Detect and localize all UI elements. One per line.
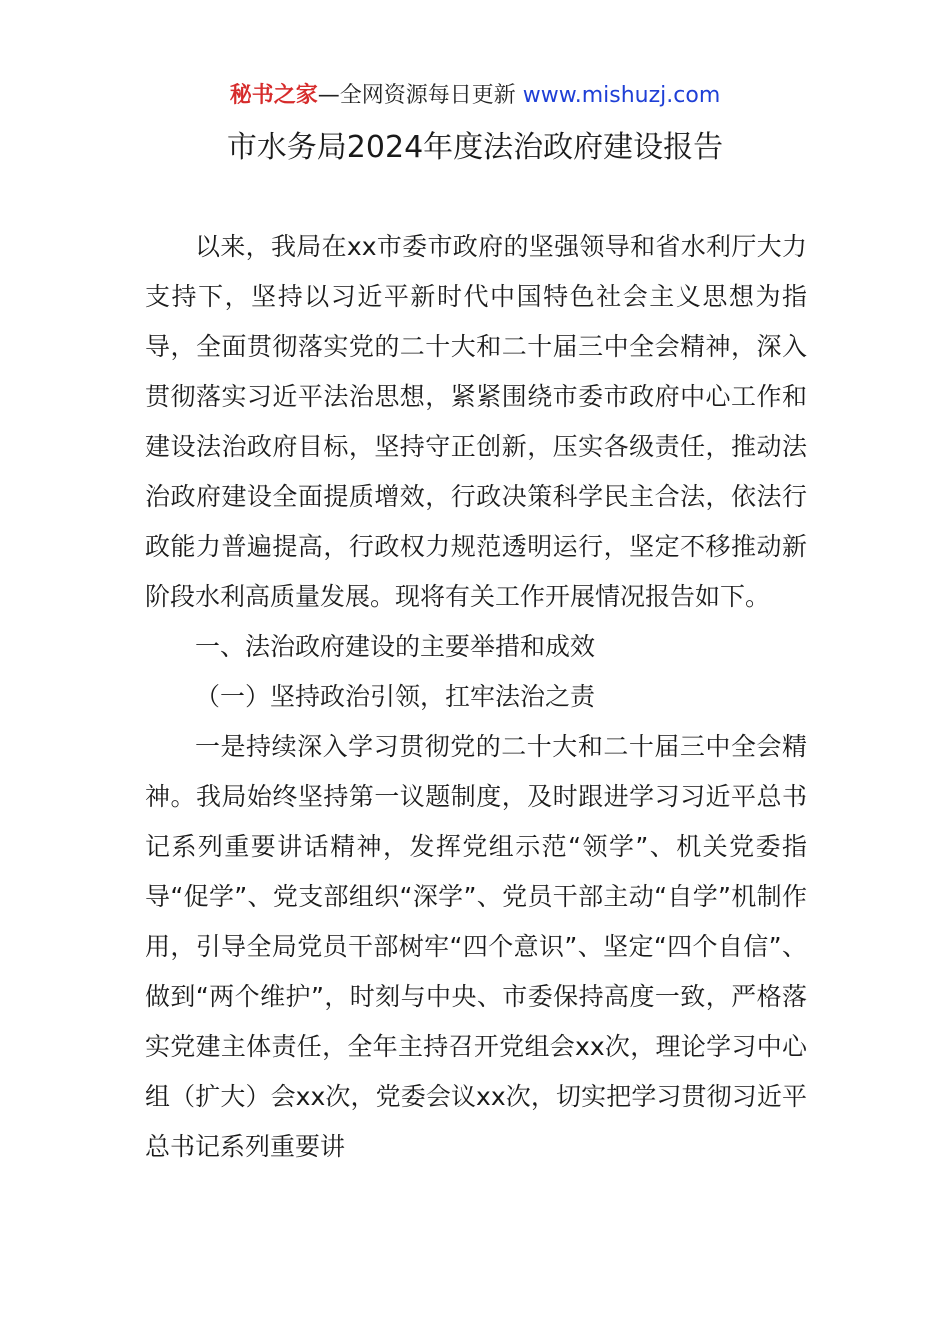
site-tagline: —全网资源每日更新 <box>317 83 523 108</box>
document-body <box>145 222 807 1172</box>
brand-name: 秘书之家 <box>229 83 318 108</box>
site-url[interactable]: www.mishuzj.com <box>522 83 721 108</box>
intro-paragraph: 以来，我局在xx市委市政府的坚强领导和省水利厅大力支持下，坚持以习近平新时代中国特色社会主义思想为指导，全面贯彻落实党的二十大和二十届三中全会精神，深入贯彻落实习近平法治思想，紧紧围绕市委市政府中心工作和建设法治政府目标，坚持守正创新，压实各级责任，推动法治政府建设全面提质增效，行政决策科学民主合法，依法行政能力普遍提高，行政权力规范透明运行，坚定不移推动新阶段水利高质量发展。现将有关工作开展情况报告如下。 <box>145 232 807 611</box>
subsection-heading: （一）坚持政治引领，扛牢法治之责 <box>195 682 596 711</box>
body-paragraph: 一是持续深入学习贯彻党的二十大和二十届三中全会精神。我局始终坚持第一议题制度，及时跟进学习习近平总书记系列重要讲话精神，发挥党组示范“领学”、机关党委指导“促学”、党支部组织“深学”、党员干部主动“自学”机制作用，引导全局党员干部树牢“四个意识”、坚定“四个自信”、做到“两个维护”，时刻与中央、市委保持高度一致，严格落实党建主体责任，全年主持召开党组会xx次，理论学习中心组（扩大）会xx次，党委会议xx次，切实把学习贯彻习近平总书记系列重要讲 <box>145 732 807 1161</box>
document-title: 市水务局2024年度法治政府建设报告 <box>226 130 724 165</box>
site-header <box>0 80 950 112</box>
section-heading: 一、法治政府建设的主要举措和成效 <box>195 632 596 661</box>
